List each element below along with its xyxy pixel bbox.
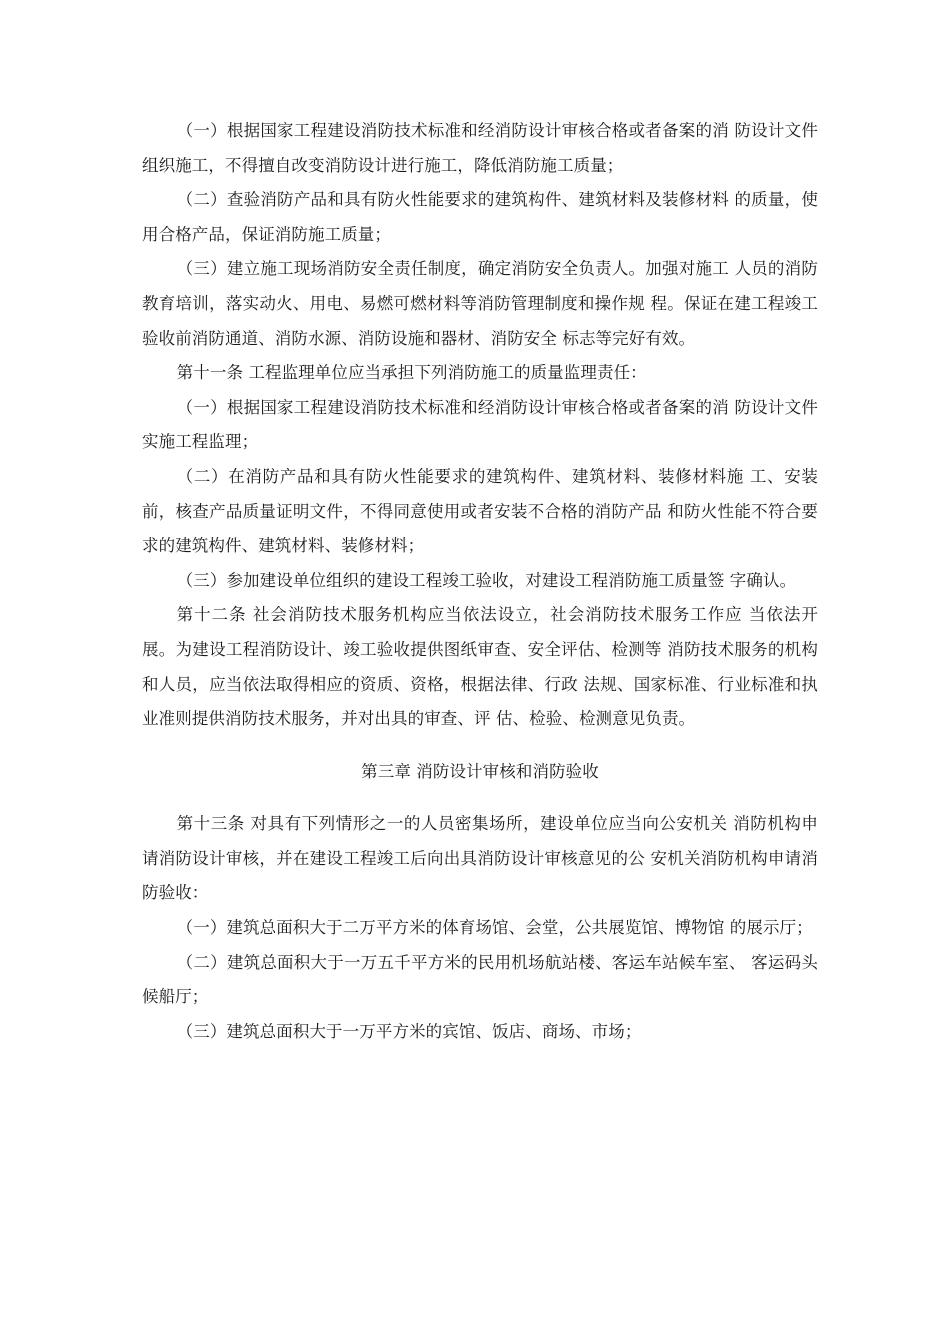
paragraph-11-3: （三）参加建设单位组织的建设工程竣工验收，对建设工程消防施工质量签 字确认。: [176, 570, 797, 590]
paragraph-13-1: （一）建筑总面积大于二万平方米的体育场馆、会堂，公共展览馆、博物馆 的展示厅；: [176, 918, 813, 938]
paragraph-13-3: （三）建筑总面积大于一万平方米的宾馆、饭店、商场、市场；: [176, 1021, 642, 1041]
paragraph-11-1: （一）根据国家工程建设消防技术标准和经消防设计审核合格或者备案的消 防设计文件实施工程监理；: [142, 397, 818, 452]
article-11: 第十一条 工程监理单位应当承担下列消防施工的质量监理责任：: [176, 363, 647, 383]
article-12: 第十二条 社会消防技术服务机构应当依法设立，社会消防技术服务工作应 当依法开展。为建设工程消防设计、竣工验收提供图纸审查、安全评估、检测等 消防技术服务的机构和人员，应当依法取得相应的资质、资格，根据法律、行政 法规、国家标准、行业标准和执业准则提供消防技术服务，并对出具的审查、评 估、检验、检测意见负责。: [142, 605, 818, 729]
paragraph-13-2: （二）建筑总面积大于一万五千平方米的民用机场航站楼、客运车站候车室、 客运码头候船厅；: [142, 952, 818, 1007]
paragraph-11-2: （二）在消防产品和具有防火性能要求的建筑构件、建筑材料、装修材料施 工、安装前，核查产品质量证明文件，不得同意使用或者安装不合格的消防产品 和防火性能不符合要求的建筑构件、建筑材料、装修材料；: [142, 466, 818, 556]
paragraph-10-1: （一）根据国家工程建设消防技术标准和经消防设计审核合格或者备案的消 防设计文件组织施工，不得擅自改变消防设计进行施工，降低消防施工质量；: [142, 121, 818, 175]
chapter-heading: 第三章 消防设计审核和消防验收: [361, 761, 599, 781]
paragraph-10-3: （三）建立施工现场消防安全责任制度，确定消防安全负责人。加强对施工 人员的消防教育培训，落实动火、用电、易燃可燃材料等消防管理制度和操作规 程。保证在建工程竣工验收前消防通道、消防水源、消防设施和器材、消防安全 标志等完好有效。: [142, 259, 818, 348]
paragraph-10-2: （二）查验消防产品和具有防火性能要求的建筑构件、建筑材料及装修材料 的质量，使用合格产品，保证消防施工质量；: [142, 190, 818, 244]
document-body: [142, 114, 818, 1049]
article-13: 第十三条 对具有下列情形之一的人员密集场所，建设单位应当向公安机关 消防机构申请消防设计审核，并在建设工程竣工后向出具消防设计审核意见的公 安机关消防机构申请消防验收：: [142, 814, 818, 903]
